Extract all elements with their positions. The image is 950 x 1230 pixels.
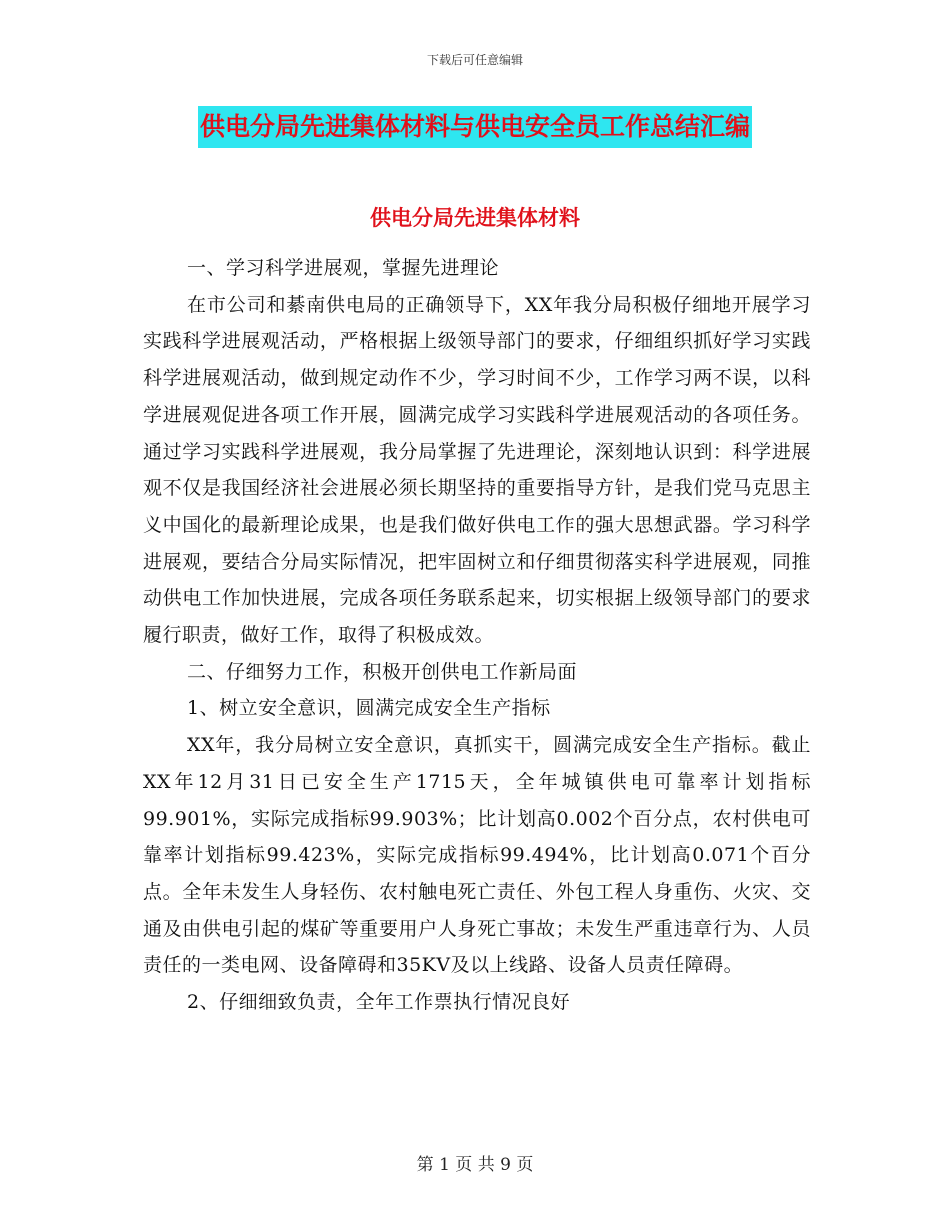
- page-header-note: 下载后可任意编辑: [426, 53, 523, 67]
- paragraph-subheading-2: 2、仔细细致负责，全年工作票执行情况良好: [187, 991, 571, 1014]
- paragraph-heading-2: 二、仔细努力工作，积极开创供电工作新局面: [187, 660, 578, 683]
- main-title-container: [0, 106, 950, 148]
- section-title: 供电分局先进集体材料: [370, 205, 580, 230]
- paragraph-body-1: 在市公司和綦南供电局的正确领导下，XX年我分局积极仔细地开展学习实践科学进展观活动，严格根据上级领导部门的要求，仔细组织抓好学习实践科学进展观活动，做到规定动作不少，学习时间不少，工作学习两不误，以科学进展观促进各项工作开展，圆满完成学习实践科学进展观活动的各项任务。通过学习实践科学进展观，我分局掌握了先进理论，深刻地认识到：科学进展观不仅是我国经济社会进展必须长期坚持的重要指导方针，是我们党马克思主义中国化的最新理论成果，也是我们做好供电工作的强大思想武器。学习科学进展观，要结合分局实际情况，把牢固树立和仔细贯彻落实科学进展观，同推动供电工作加快进展，完成各项任务联系起来，切实根据上级领导部门的要求履行职责，做好工作，取得了积极成效。: [143, 293, 811, 647]
- document-main-title: 供电分局先进集体材料与供电安全员工作总结汇编: [198, 106, 752, 148]
- paragraph-body-2: XX年，我分局树立安全意识，真抓实干，圆满完成安全生产指标。截止XX年12月31日已安全生产1715天，全年城镇供电可靠率计划指标99.901%，实际完成指标99.903%；比计划高0.002个百分点，农村供电可靠率计划指标99.423%，实际完成指标99.494%，比计划高0.071个百分点。全年未发生人身轻伤、农村触电死亡责任、外包工程人身重伤、火灾、交通及由供电引起的煤矿等重要用户人身死亡事故；未发生严重违章行为、人员责任的一类电网、设备障碍和35KV及以上线路、设备人员责任障碍。: [143, 734, 811, 977]
- paragraph-heading-1: 一、学习科学进展观，掌握先进理论: [187, 257, 500, 279]
- document-body: [143, 250, 811, 1021]
- page-footer: 第 1 页 共 9 页: [416, 1155, 534, 1175]
- paragraph-subheading-1: 1、树立安全意识，圆满完成安全生产指标: [187, 697, 551, 720]
